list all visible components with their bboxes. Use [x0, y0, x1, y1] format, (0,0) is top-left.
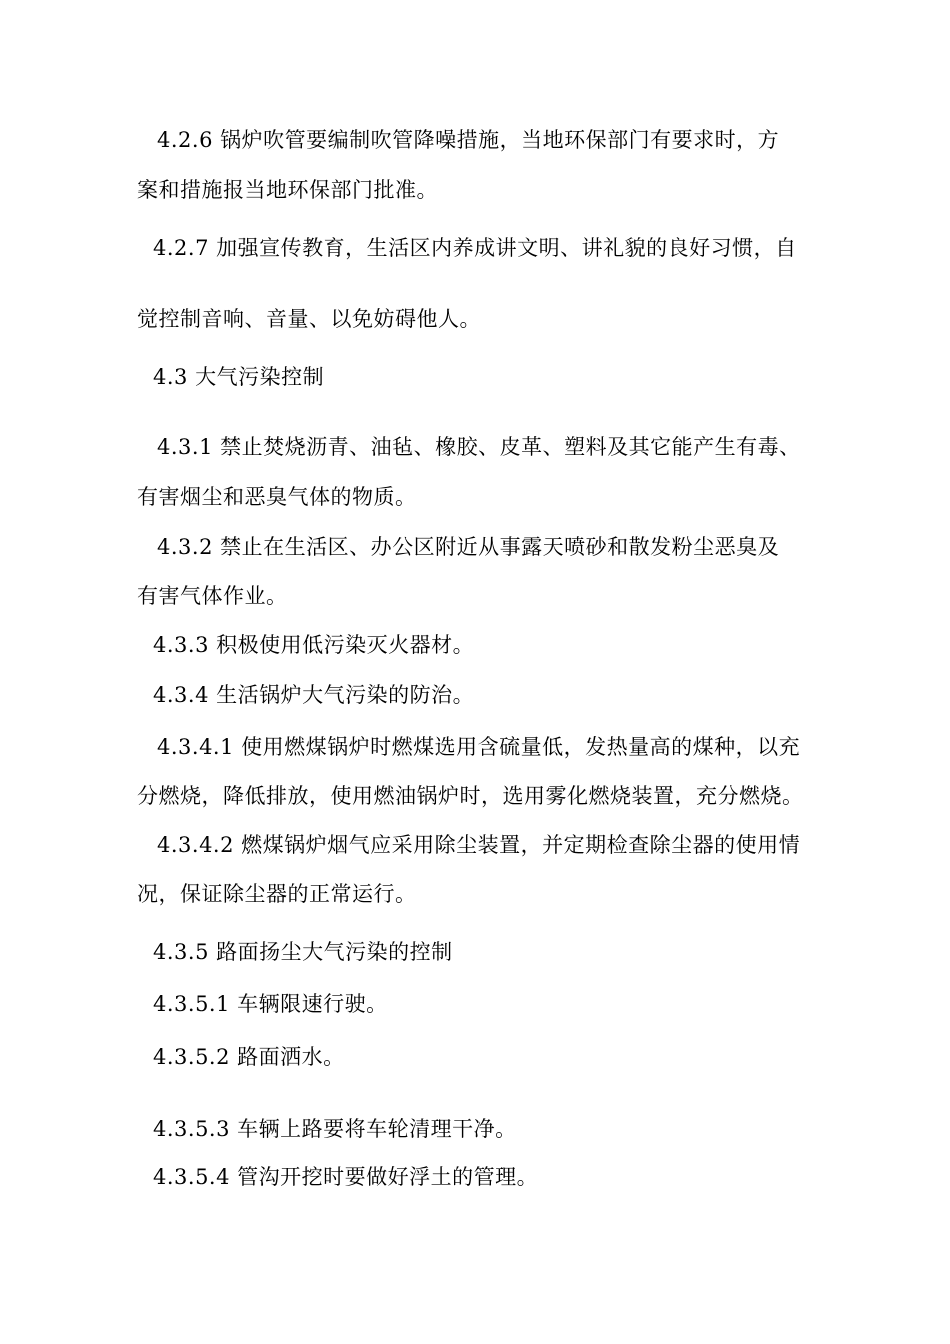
paragraph-4-3-4: 4.3.4 生活锅炉大气污染的防治。	[153, 683, 475, 707]
section-heading-4-3-5: 4.3.5 路面扬尘大气污染的控制	[153, 940, 453, 964]
paragraph-4-2-6-line-2: 案和措施报当地环保部门批准。	[137, 178, 438, 202]
paragraph-4-3-5-1: 4.3.5.1 车辆限速行驶。	[153, 992, 388, 1016]
paragraph-4-3-1-line-1: 4.3.1 禁止焚烧沥青、油毡、橡胶、皮革、塑料及其它能产生有毒、	[157, 435, 801, 459]
section-heading-4-3: 4.3 大气污染控制	[153, 365, 325, 389]
paragraph-4-3-4-2-line-1: 4.3.4.2 燃煤锅炉烟气应采用除尘装置，并定期检查除尘器的使用情	[157, 833, 801, 857]
paragraph-4-2-6-line-1: 4.2.6 锅炉吹管要编制吹管降噪措施，当地环保部门有要求时，方	[157, 128, 780, 152]
paragraph-4-3-1-line-2: 有害烟尘和恶臭气体的物质。	[137, 485, 417, 509]
paragraph-4-3-4-2-line-2: 况，保证除尘器的正常运行。	[137, 882, 417, 906]
paragraph-4-2-7-line-2: 觉控制音响、音量、以免妨碍他人。	[137, 307, 481, 331]
paragraph-4-3-5-4: 4.3.5.4 管沟开挖时要做好浮土的管理。	[153, 1165, 539, 1189]
paragraph-4-3-4-1-line-2: 分燃烧，降低排放，使用燃油锅炉时，选用雾化燃烧装置，充分燃烧。	[137, 784, 804, 808]
paragraph-4-3-5-3: 4.3.5.3 车辆上路要将车轮清理干净。	[153, 1117, 517, 1141]
paragraph-4-3-4-1-line-1: 4.3.4.1 使用燃煤锅炉时燃煤选用含硫量低，发热量高的煤种，以充	[157, 735, 801, 759]
paragraph-4-3-2-line-2: 有害气体作业。	[137, 584, 288, 608]
paragraph-4-3-2-line-1: 4.3.2 禁止在生活区、办公区附近从事露天喷砂和散发粉尘恶臭及	[157, 535, 780, 559]
paragraph-4-2-7-line-1: 4.2.7 加强宣传教育，生活区内养成讲文明、讲礼貌的良好习惯，自	[153, 236, 797, 260]
paragraph-4-3-5-2: 4.3.5.2 路面洒水。	[153, 1045, 345, 1069]
paragraph-4-3-3: 4.3.3 积极使用低污染灭火器材。	[153, 633, 475, 657]
